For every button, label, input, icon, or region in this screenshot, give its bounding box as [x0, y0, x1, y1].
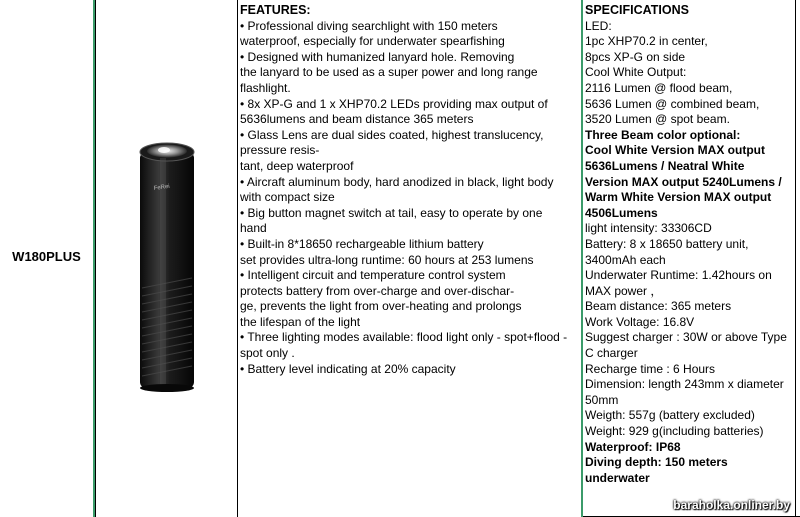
spec-line: C charger — [585, 346, 638, 361]
spec-line: Waterproof: IP68 — [585, 439, 681, 454]
spec-line: Work Voltage: 16.8V — [585, 314, 695, 329]
feature-line: 5636lumens and beam distance 365 meters — [240, 112, 474, 127]
spec-line: Suggest charger : 30W or above Type — [585, 330, 787, 345]
feature-line: • 8x XP-G and 1 x XHP70.2 LEDs providing max output of — [240, 96, 548, 111]
feature-line: hand — [240, 221, 267, 236]
specifications-cell — [583, 0, 800, 517]
spec-line: 3520 Lumen @ spot beam. — [585, 112, 730, 127]
feature-line: • Designed with humanized lanyard hole. Removing — [240, 49, 515, 64]
feature-line: the lifespan of the light — [240, 314, 361, 329]
spec-line: 3400mAh each — [585, 252, 666, 267]
spec-line: 8pcs XP-G on side — [585, 49, 686, 64]
feature-line: • Big button magnet switch at tail, easy to operate by one — [240, 205, 543, 220]
specifications-list — [585, 19, 798, 487]
feature-line: tant, deep waterproof — [240, 158, 354, 173]
spec-line: Cool White Output: — [585, 65, 687, 80]
spec-line: Recharge time : 6 Hours — [585, 361, 716, 376]
spec-line: Battery: 8 x 18650 battery unit, — [585, 236, 749, 251]
feature-line: spot only . — [240, 346, 295, 361]
feature-line: ge, prevents the light from over-heating and prolongs — [240, 299, 522, 314]
dive-flashlight-icon — [134, 138, 200, 392]
feature-line: with compact size — [240, 190, 335, 205]
feature-line: • Three lighting modes available: flood light only - spot+flood - — [240, 330, 568, 345]
features-heading: FEATURES: — [240, 3, 311, 17]
feature-line: protects battery from over-charge and over-dischar- — [240, 283, 515, 298]
features-cell — [238, 0, 583, 517]
feature-line: pressure resis- — [240, 143, 320, 158]
feature-line: • Aircraft aluminum body, hard anodized in black, light body — [240, 174, 554, 189]
spec-line: 50mm — [585, 392, 619, 407]
spec-line: Cool White Version MAX output — [585, 143, 765, 158]
spec-line: Dimension: length 243mm x diameter — [585, 377, 784, 392]
feature-line: • Intelligent circuit and temperature control system — [240, 268, 506, 283]
spec-line: 5636 Lumen @ combined beam, — [585, 96, 760, 111]
spec-line: light intensity: 33306CD — [585, 221, 712, 236]
model-cell — [0, 0, 95, 517]
spec-line: 4506Lumens — [585, 205, 658, 220]
specifications-heading: SPECIFICATIONS — [585, 3, 689, 17]
feature-line: flashlight. — [240, 80, 291, 95]
product-image-cell — [95, 0, 238, 517]
spec-line: Version MAX output 5240Lumens / — [585, 174, 782, 189]
spec-line: Underwater Runtime: 1.42hours on — [585, 268, 772, 283]
features-list — [240, 19, 579, 378]
spec-line: Three Beam color optional: — [585, 127, 741, 142]
spec-line: Weight: 929 g(including batteries) — [585, 424, 764, 439]
feature-line: waterproof, especially for underwater spearfishing — [240, 34, 505, 49]
spec-line: 1pc XHP70.2 in center, — [585, 34, 708, 49]
spec-line: Warm White Version MAX output — [585, 190, 772, 205]
feature-line: set provides ultra-long runtime: 60 hours at 253 lumens — [240, 252, 534, 267]
feature-line: the lanyard to be used as a super power and long range — [240, 65, 538, 80]
brand-logo-text: FeRei — [153, 183, 171, 192]
spec-line: Weigth: 557g (battery excluded) — [585, 408, 755, 423]
model-name: W180PLUS — [12, 249, 81, 264]
spec-line: Beam distance: 365 meters — [585, 299, 732, 314]
spec-line: LED: — [585, 18, 612, 33]
spec-line: Diving depth: 150 meters — [585, 455, 728, 470]
feature-line: • Built-in 8*18650 rechargeable lithium battery — [240, 236, 484, 251]
spec-line: 5636Lumens / Neatral White — [585, 158, 745, 173]
feature-line: • Glass Lens are dual sides coated, highest translucency, — [240, 127, 544, 142]
spec-line: MAX power ， — [585, 283, 663, 298]
spec-line: 2116 Lumen @ flood beam, — [585, 80, 733, 95]
watermark-text: baraholka.onliner.by — [673, 498, 790, 512]
feature-line: • Battery level indicating at 20% capacity — [240, 361, 456, 376]
spec-line: underwater — [585, 470, 650, 485]
feature-line: • Professional diving searchlight with 150 meters — [240, 18, 498, 33]
